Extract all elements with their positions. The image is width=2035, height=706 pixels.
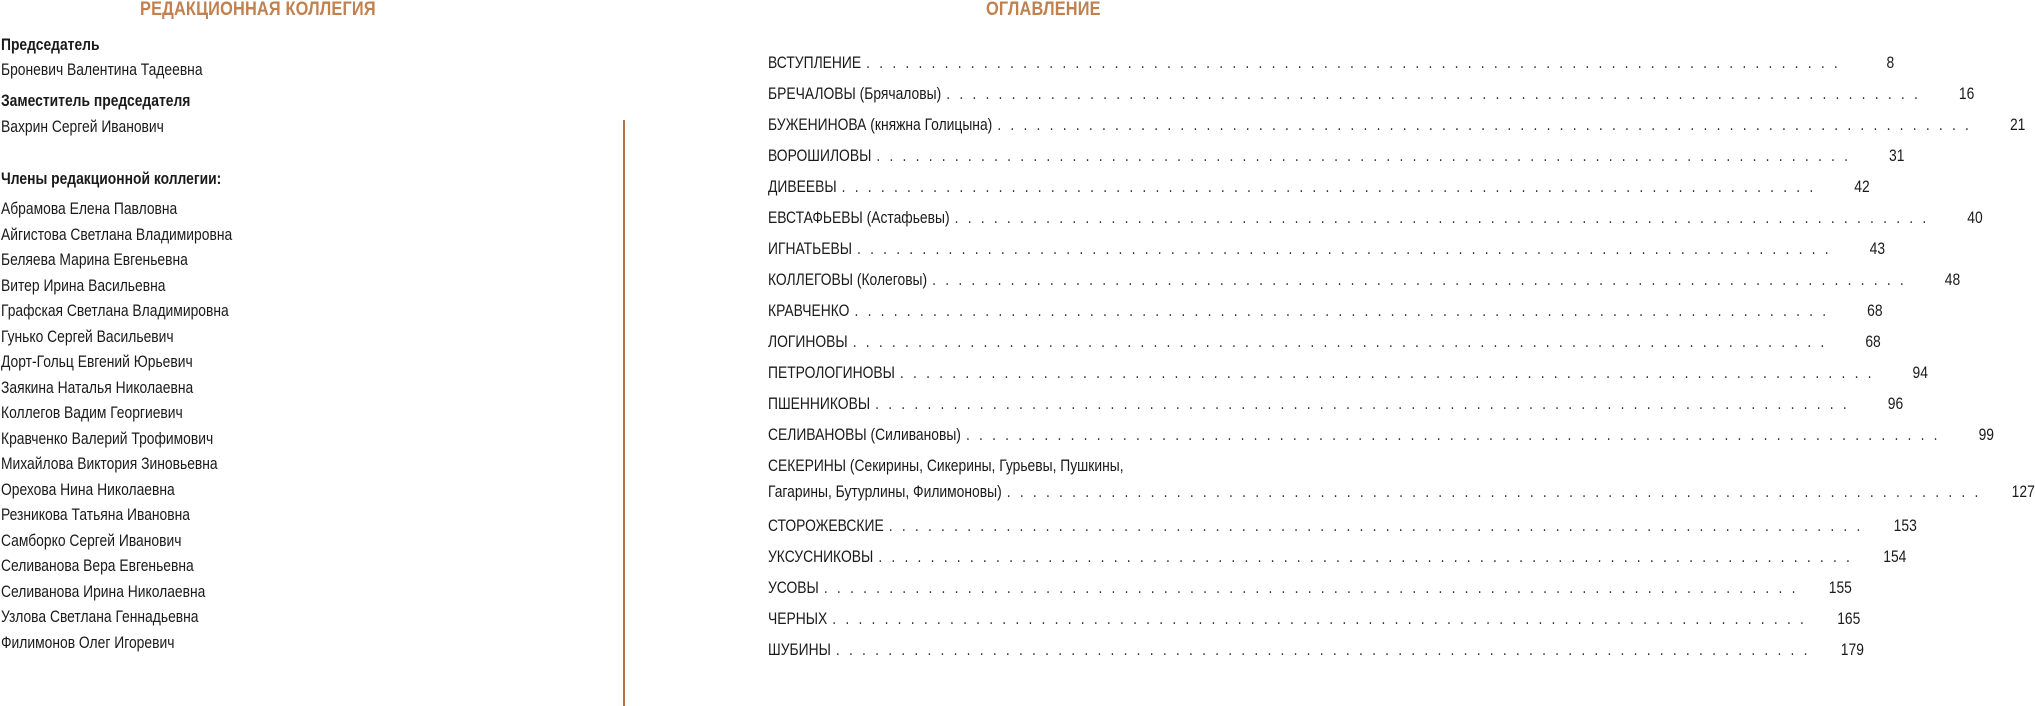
toc-entry-page: 127 <box>2011 483 2035 501</box>
member-name: Айгистова Светлана Владимировна <box>1 225 233 244</box>
toc-entry-title: ЧЕРНЫХ <box>768 610 828 628</box>
member-name: Гунько Сергей Васильевич <box>1 327 174 346</box>
toc-entry-title: ИГНАТЬЕВЫ <box>768 240 852 258</box>
deputy-label: Заместитель председателя <box>1 92 191 110</box>
toc-leader-dots: . . . . . . . . . . . . . . . . . . . . . . . . . . . . . . . . . . . . . . . . . . . . . . . . . . . . . . . . . . . . . . . . . . . . . . . . . . . <box>888 517 1864 535</box>
toc-entry-title: УСОВЫ <box>768 579 819 597</box>
toc-entry-page: 155 <box>1828 579 1852 597</box>
toc-entry[interactable] <box>768 240 1886 265</box>
toc-entry-title: ШУБИНЫ <box>768 641 831 659</box>
member-name: Орехова Нина Николаевна <box>1 480 175 499</box>
toc-entry[interactable] <box>768 147 1905 172</box>
member-name: Кравченко Валерий Трофимович <box>1 429 214 448</box>
toc-entry-page: 16 <box>1958 85 1975 103</box>
toc-entry[interactable] <box>768 457 2035 508</box>
page-divider <box>623 120 625 706</box>
toc-leader-dots: . . . . . . . . . . . . . . . . . . . . . . . . . . . . . . . . . . . . . . . . . . . . . . . . . . . . . . . . . . . . . . . . . . . . . . . . . . . <box>997 116 1972 134</box>
toc-entry-page: 153 <box>1893 517 1917 535</box>
toc-entry-title: ВОРОШИЛОВЫ <box>768 147 872 165</box>
toc-entry[interactable] <box>768 271 1961 296</box>
editorial-board-heading: РЕДАКЦИОННАЯ КОЛЛЕГИЯ <box>140 0 376 20</box>
toc-leader-dots: . . . . . . . . . . . . . . . . . . . . . . . . . . . . . . . . . . . . . . . . . . . . . . . . . . . . . . . . . . . . . . . . . . . . . . . . . . . <box>835 641 1811 659</box>
toc-entry[interactable] <box>768 178 1870 203</box>
toc-leader-dots: . . . . . . . . . . . . . . . . . . . . . . . . . . . . . . . . . . . . . . . . . . . . . . . . . . . . . . . . . . . . . . . . . . . . . . . . . . . <box>878 548 1853 566</box>
member-name: Витер Ирина Васильевна <box>1 276 166 295</box>
toc-leader-dots: . . . . . . . . . . . . . . . . . . . . . . . . . . . . . . . . . . . . . . . . . . . . . . . . . . . . . . . . . . . . . . . . . . . . . . . . . . . <box>876 147 1851 165</box>
toc-entry-title: ЛОГИНОВЫ <box>768 333 848 351</box>
toc-heading: ОГЛАВЛЕНИЕ <box>986 0 1101 20</box>
toc-entry[interactable] <box>768 85 1975 110</box>
toc-entry-page: 68 <box>1867 302 1883 320</box>
toc-entry-title: ПЕТРОЛОГИНОВЫ <box>768 364 895 382</box>
toc-leader-dots: . . . . . . . . . . . . . . . . . . . . . . . . . . . . . . . . . . . . . . . . . . . . . . . . . . . . . . . . . . . . . . . . . . . . . . . . . . . <box>946 85 1921 103</box>
toc-entry[interactable] <box>768 333 1881 358</box>
toc-entry-page: 40 <box>1967 209 1983 227</box>
member-name: Резникова Татьяна Ивановна <box>1 506 190 524</box>
toc-entry-page: 21 <box>2009 116 2026 134</box>
toc-entry-title: УКСУСНИКОВЫ <box>768 548 874 566</box>
toc-leader-dots: . . . . . . . . . . . . . . . . . . . . . . . . . . . . . . . . . . . . . . . . . . . . . . . . . . . . . . . . . . . . . . . . . . . . . . . . . . . <box>954 209 1929 227</box>
toc-entry-title: БРЕЧАЛОВЫ (Брячаловы) <box>768 85 942 103</box>
toc-entry-page: 68 <box>1865 333 1881 351</box>
toc-entry-page: 96 <box>1887 395 1904 413</box>
toc-entry-page: 179 <box>1840 641 1864 659</box>
deputy-name: Вахрин Сергей Иванович <box>1 118 164 136</box>
member-name: Графская Светлана Владимировна <box>1 302 229 320</box>
toc-entry-title: ЕВСТАФЬЕВЫ (Астафьевы) <box>768 209 950 227</box>
toc-entry[interactable] <box>768 209 1983 234</box>
toc-leader-dots: . . . . . . . . . . . . . . . . . . . . . . . . . . . . . . . . . . . . . . . . . . . . . . . . . . . . . . . . . . . . . . . . . . . . . . . . . . . <box>857 240 1832 258</box>
toc-leader-dots: . . . . . . . . . . . . . . . . . . . . . . . . . . . . . . . . . . . . . . . . . . . . . . . . . . . . . . . . . . . . . . . . . . . . . . . . . . . <box>965 426 1941 444</box>
toc-leader-dots: . . . . . . . . . . . . . . . . . . . . . . . . . . . . . . . . . . . . . . . . . . . . . . . . . . . . . . . . . . . . . . . . . . . . . . . . . . . <box>1006 483 1982 501</box>
member-name: Михайлова Виктория Зиновьевна <box>1 455 218 473</box>
toc-entry-title: ВСТУПЛЕНИЕ <box>768 54 862 72</box>
toc-entry-title: БУЖЕНИНОВА (княжна Голицына) <box>768 116 993 134</box>
toc-entry-page: 165 <box>1837 610 1861 628</box>
chair-label: Председатель <box>1 36 100 54</box>
toc-entry[interactable] <box>768 364 1928 389</box>
member-name: Селиванова Вера Евгеньевна <box>1 557 194 575</box>
toc-entry[interactable] <box>768 302 1883 327</box>
toc-entry[interactable] <box>768 426 1994 451</box>
toc-leader-dots: . . . . . . . . . . . . . . . . . . . . . . . . . . . . . . . . . . . . . . . . . . . . . . . . . . . . . . . . . . . . . . . . . . . . . . . . . . . <box>899 364 1875 382</box>
toc-entry[interactable] <box>768 579 1852 604</box>
toc-leader-dots: . . . . . . . . . . . . . . . . . . . . . . . . . . . . . . . . . . . . . . . . . . . . . . . . . . . . . . . . . . . . . . . . . . . . . . . . . . . <box>854 302 1829 320</box>
toc-entry-title: КОЛЛЕГОВЫ (Колеговы) <box>768 271 928 289</box>
toc-entry-title: КРАВЧЕНКО <box>768 302 850 320</box>
toc-entry-page: 42 <box>1854 178 1870 196</box>
chair-name: Броневич Валентина Тадеевна <box>1 61 203 79</box>
toc-entry-page: 31 <box>1889 147 1905 165</box>
member-name: Заякина Наталья Николаевна <box>1 378 194 397</box>
member-name: Коллегов Вадим Георгиевич <box>1 404 183 422</box>
toc-leader-dots: . . . . . . . . . . . . . . . . . . . . . . . . . . . . . . . . . . . . . . . . . . . . . . . . . . . . . . . . . . . . . . . . . . . . . . . . . . . <box>832 610 1807 628</box>
toc-entry[interactable] <box>768 517 1917 542</box>
toc-entry-page: 94 <box>1912 364 1928 382</box>
toc-leader-dots: . . . . . . . . . . . . . . . . . . . . . . . . . . . . . . . . . . . . . . . . . . . . . . . . . . . . . . . . . . . . . . . . . . . . . . . . . . . <box>823 579 1799 597</box>
member-name: Узлова Светлана Геннадьевна <box>1 608 199 626</box>
toc-entry-title-line1: СЕКЕРИНЫ (Секирины, Сикерины, Гурьевы, Пушкины, <box>768 457 1124 475</box>
members-label: Члены редакционной коллегии: <box>1 170 222 188</box>
toc-entry-title: СЕЛИВАНОВЫ (Силивановы) <box>768 426 961 444</box>
member-name: Самборко Сергей Иванович <box>1 531 182 550</box>
toc-entry-title: СТОРОЖЕВСКИЕ <box>768 517 884 535</box>
member-name: Дорт-Гольц Евгений Юрьевич <box>1 353 193 371</box>
toc-entry-title: Гагарины, Бутурлины, Филимоновы) <box>768 483 1002 501</box>
toc-leader-dots: . . . . . . . . . . . . . . . . . . . . . . . . . . . . . . . . . . . . . . . . . . . . . . . . . . . . . . . . . . . . . . . . . . . . . . . . . . . <box>841 178 1816 196</box>
toc-entry[interactable] <box>768 641 1864 666</box>
toc-leader-dots: . . . . . . . . . . . . . . . . . . . . . . . . . . . . . . . . . . . . . . . . . . . . . . . . . . . . . . . . . . . . . . . . . . . . . . . . . . . <box>866 54 1841 72</box>
toc-leader-dots: . . . . . . . . . . . . . . . . . . . . . . . . . . . . . . . . . . . . . . . . . . . . . . . . . . . . . . . . . . . . . . . . . . . . . . . . . . . <box>852 333 1827 351</box>
toc-leader-dots: . . . . . . . . . . . . . . . . . . . . . . . . . . . . . . . . . . . . . . . . . . . . . . . . . . . . . . . . . . . . . . . . . . . . . . . . . . . <box>875 395 1850 413</box>
toc-entry-page: 48 <box>1944 271 1961 289</box>
toc-entry-page: 154 <box>1883 548 1907 566</box>
toc-entry[interactable] <box>768 548 1907 573</box>
member-name: Беляева Марина Евгеньевна <box>1 251 188 269</box>
member-name: Филимонов Олег Игоревич <box>1 633 175 652</box>
toc-entry-title: ДИВЕЕВЫ <box>768 178 837 196</box>
toc-entry-page: 8 <box>1886 54 1895 72</box>
toc-entry[interactable] <box>768 54 1895 79</box>
member-name: Селиванова Ирина Николаевна <box>1 582 206 601</box>
toc-entry-page: 99 <box>1978 426 1994 444</box>
toc-entry-title: ПШЕННИКОВЫ <box>768 395 871 413</box>
toc-entry[interactable] <box>768 610 1861 635</box>
toc-entry[interactable] <box>768 395 1904 420</box>
toc-entry[interactable] <box>768 116 2026 141</box>
toc-entry-page: 43 <box>1869 240 1886 258</box>
member-name: Абрамова Елена Павловна <box>1 200 178 218</box>
toc-leader-dots: . . . . . . . . . . . . . . . . . . . . . . . . . . . . . . . . . . . . . . . . . . . . . . . . . . . . . . . . . . . . . . . . . . . . . . . . . . . <box>932 271 1907 289</box>
